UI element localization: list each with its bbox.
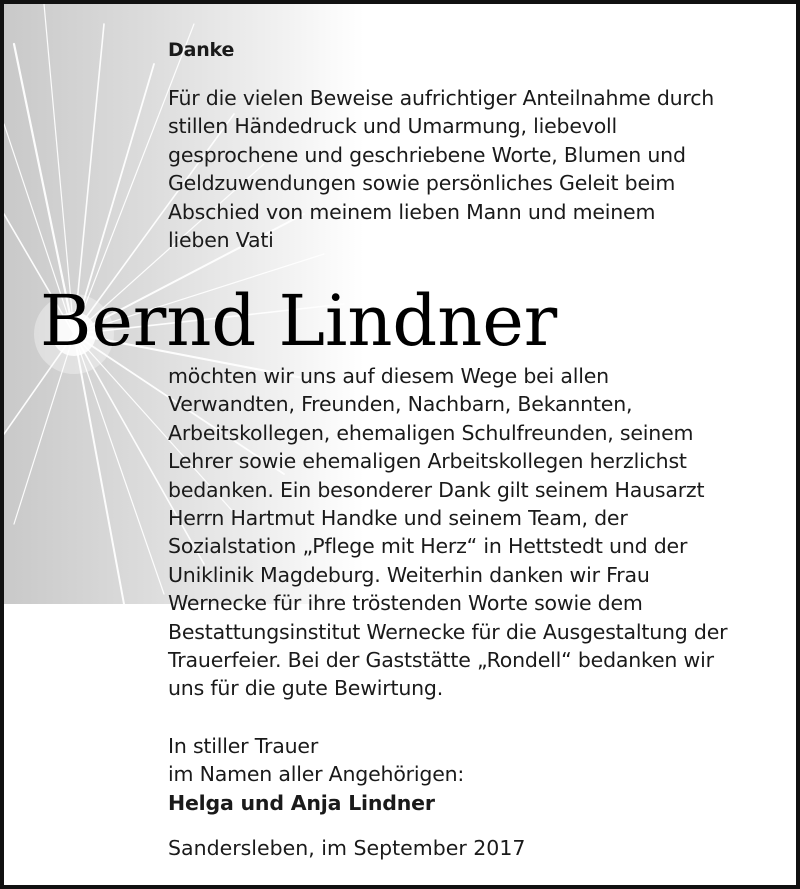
intro-line: Abschied von meinem lieben Mann und meinem <box>168 199 656 224</box>
intro-line: stillen Händedruck und Umarmung, liebevoll <box>168 114 618 139</box>
intro-line: Geldzuwendungen sowie persönliches Geleit beim <box>168 171 676 196</box>
intro-line: gesprochene und geschriebene Worte, Blumen und <box>168 142 686 167</box>
closing-block <box>168 732 768 817</box>
signatories: Helga und Anja Lindner <box>168 790 435 815</box>
body-line: Uniklinik Magdeburg. Weiterhin danken wir Frau <box>168 562 650 587</box>
body-line: Wernecke für ihre tröstenden Worte sowie dem <box>168 591 643 616</box>
body-line: Sozialstation „Pflege mit Herz“ in Hettstedt und der <box>168 534 688 559</box>
body-line: möchten wir uns auf diesem Wege bei allen <box>168 364 609 388</box>
heading-thanks: Danke <box>168 39 235 61</box>
body-line: bedanken. Ein besonderer Dank gilt seinem Hausarzt <box>168 477 705 502</box>
intro-line: lieben Vati <box>168 228 274 253</box>
intro-line: Für die vielen Beweise aufrichtiger Anteilnahme durch <box>168 86 715 110</box>
body-line: Lehrer sowie ehemaligen Arbeitskollegen herzlichst <box>168 449 687 474</box>
closing-line: In stiller Trauer <box>168 734 319 758</box>
body-line: Arbeitskollegen, ehemaligen Schulfreunden, seinem <box>168 420 694 445</box>
deceased-name: Bernd Lindner <box>40 280 558 362</box>
body-line: Herrn Hartmut Handke und seinem Team, der <box>168 506 628 531</box>
body-line: Verwandten, Freunden, Nachbarn, Bekannten, <box>168 392 633 417</box>
body-paragraph <box>168 362 774 703</box>
intro-paragraph <box>168 84 768 254</box>
body-line: Bestattungsinstitut Wernecke für die Ausgestaltung der <box>168 619 728 644</box>
closing-line: im Namen aller Angehörigen: <box>168 762 465 787</box>
place-and-date: Sandersleben, im September 2017 <box>168 836 526 860</box>
body-line: uns für die gute Bewirtung. <box>168 676 444 701</box>
body-line: Trauerfeier. Bei der Gaststätte „Rondell“ bedanken wir <box>168 648 714 673</box>
